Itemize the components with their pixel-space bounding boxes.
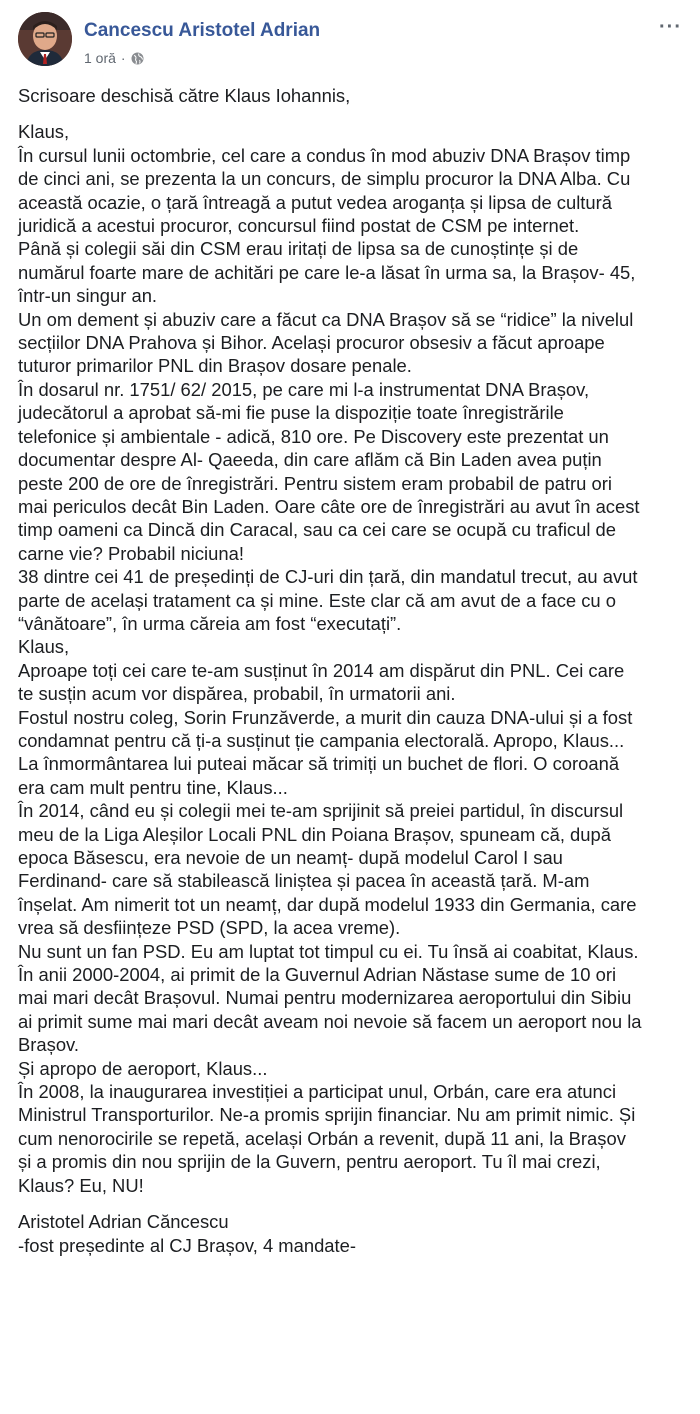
- text-line: Aproape toți cei care te-am susținut în 2014 am dispărut din PNL. Cei care: [18, 659, 625, 681]
- text-line: mai periculos decât Bin Laden. Oare câte ore de înregistrări au avut în acest: [18, 495, 640, 517]
- signature-line: -fost președinte al CJ Brașov, 4 mandate-: [18, 1234, 356, 1256]
- text-line: judecătorul a aprobat să-mi fie puse la dispoziție toate înregistrările: [18, 402, 564, 424]
- text-line: În 2008, la inaugurarea investiției a participat unul, Orbán, care era atunci: [18, 1081, 617, 1103]
- avatar[interactable]: [18, 12, 72, 66]
- text-line: te susțin acum vor dispărea, probabil, în urmatorii ani.: [18, 683, 456, 705]
- globe-icon[interactable]: [131, 52, 144, 65]
- text-line: secțiilor DNA Prahova și Bihor. Același procuror obsesiv a făcut aproape: [18, 332, 605, 354]
- text-line: peste 200 de ore de înregistrări. Pentru sistem eram probabil de patru ori: [18, 472, 612, 494]
- text-line: numărul foarte mare de achitări pe care le-a lăsat în urma sa, la Brașov- 45,: [18, 261, 636, 283]
- text-line: Klaus,: [18, 636, 70, 658]
- text-line: era cam mult pentru tine, Klaus...: [18, 776, 288, 798]
- text-line: carne vie? Probabil niciuna!: [18, 542, 244, 564]
- text-line: “vânătoare”, în urma căreia am fost “executați”.: [18, 612, 402, 634]
- text-line: La înmormântarea lui puteai măcar să trimiți un buchet de flori. O coroană: [18, 753, 620, 775]
- text-line: epoca Băsescu, era nevoie de un neamț- după modelul Carol I sau: [18, 847, 563, 868]
- post-greeting: Scrisoare deschisă către Klaus Iohannis,: [18, 85, 351, 106]
- text-line: Brașov.: [18, 1034, 79, 1056]
- text-line: documentar despre Al- Qaeeda, din care aflăm că Bin Laden avea puțin: [18, 449, 602, 471]
- text-line: și a promis din nou sprijin de la Guvern, pentru aeroport. Tu îl mai crezi,: [18, 1151, 601, 1173]
- text-line: Un om dement și abuziv care a făcut ca DNA Brașov să se “ridice” la nivelul: [18, 308, 634, 330]
- text-line: într-un singur an.: [18, 285, 158, 307]
- text-line: înșelat. Am nimerit tot un neamț, dar după modelul 1933 din Germania, care: [18, 893, 637, 915]
- separator-dot: ·: [120, 50, 126, 66]
- text-line: juridică a acestui procuror, concursul fiind postat de CSM pe internet.: [18, 215, 580, 237]
- text-line: ai primit sume mai mari decât aveam noi nevoie să facem un aeroport nou la: [18, 1010, 642, 1032]
- text-line: condamnat pentru că ți-a susținut ție campania electorală. Apropo, Klaus...: [18, 729, 625, 751]
- text-line: vrea să desființeze PSD (SPD, la acea vreme).: [18, 917, 401, 939]
- author-name[interactable]: Cancescu Aristotel Adrian: [84, 20, 321, 41]
- text-line: timp oameni ca Dincă din Caracal, sau ca cei care se ocupă cu traficul de: [18, 519, 616, 541]
- post-meta: [84, 50, 144, 66]
- post-paragraphs: [18, 120, 688, 1197]
- text-line: Klaus,: [18, 121, 70, 143]
- text-line: Fostul nostru coleg, Sorin Frunzăverde, a murit din cauza DNA-ului și a fost: [18, 706, 633, 728]
- text-line: parte de același tratament ca și mine. Este clar că am avut de a face cu o: [18, 589, 616, 611]
- post-text: [18, 84, 688, 1257]
- signature-line: Aristotel Adrian Căncescu: [18, 1211, 229, 1233]
- text-line: Nu sunt un fan PSD. Eu am luptat tot timpul cu ei. Tu însă ai coabitat, Klaus.: [18, 940, 639, 962]
- text-line: cum nenorocirile se repetă, același Orbán a revenit, după 11 ani, la Brașov: [18, 1127, 626, 1149]
- post-time[interactable]: 1 oră: [84, 50, 116, 66]
- text-line: Klaus? Eu, NU!: [18, 1174, 144, 1196]
- post-signature: [18, 1210, 688, 1257]
- text-line: În cursul lunii octombrie, cel care a condus în mod abuziv DNA Brașov timp: [18, 144, 631, 166]
- text-line: Ministrul Transporturilor. Ne-a promis sprijin financiar. Nu am primit nimic. Și: [18, 1104, 636, 1126]
- text-line: meu de la Liga Aleșilor Locali PNL din Poiana Brașov, spuneam că, după: [18, 823, 611, 845]
- text-line: telefonice și ambientale - adică, 810 ore. Pe Discovery este prezentat un: [18, 425, 609, 447]
- text-line: Până și colegii săi din CSM erau iritați de lipsa sa de cunoștințe și de: [18, 238, 579, 260]
- more-icon[interactable]: ···: [659, 16, 682, 38]
- text-line: În dosarul nr. 1751/ 62/ 2015, pe care mi l-a instrumentat DNA Brașov,: [18, 378, 590, 400]
- post-header: [18, 12, 682, 72]
- text-line: 38 dintre cei 41 de președinți de CJ-uri din țară, din mandatul trecut, au avut: [18, 566, 638, 588]
- text-line: această ocazie, o țară întreagă a putut vedea aroganța și lipsa de cultură: [18, 191, 612, 213]
- text-line: mai mari decât Brașovul. Numai pentru modernizarea aeroportului din Sibiu: [18, 987, 632, 1009]
- text-line: de cinci ani, se prezenta la un concurs, de simplu procuror la DNA Alba. Cu: [18, 168, 631, 190]
- text-line: În anii 2000-2004, ai primit de la Guvernul Adrian Năstase sume de 10 ori: [18, 964, 617, 986]
- text-line: Ferdinand- care să stabilească liniștea și pacea în această țară. M-am: [18, 870, 590, 892]
- text-line: Și apropo de aeroport, Klaus...: [18, 1057, 268, 1079]
- text-line: În 2014, când eu și colegii mei te-am sprijinit să preiei partidul, în discursul: [18, 800, 624, 822]
- text-line: tuturor primarilor PNL din Brașov dosare penale.: [18, 355, 412, 377]
